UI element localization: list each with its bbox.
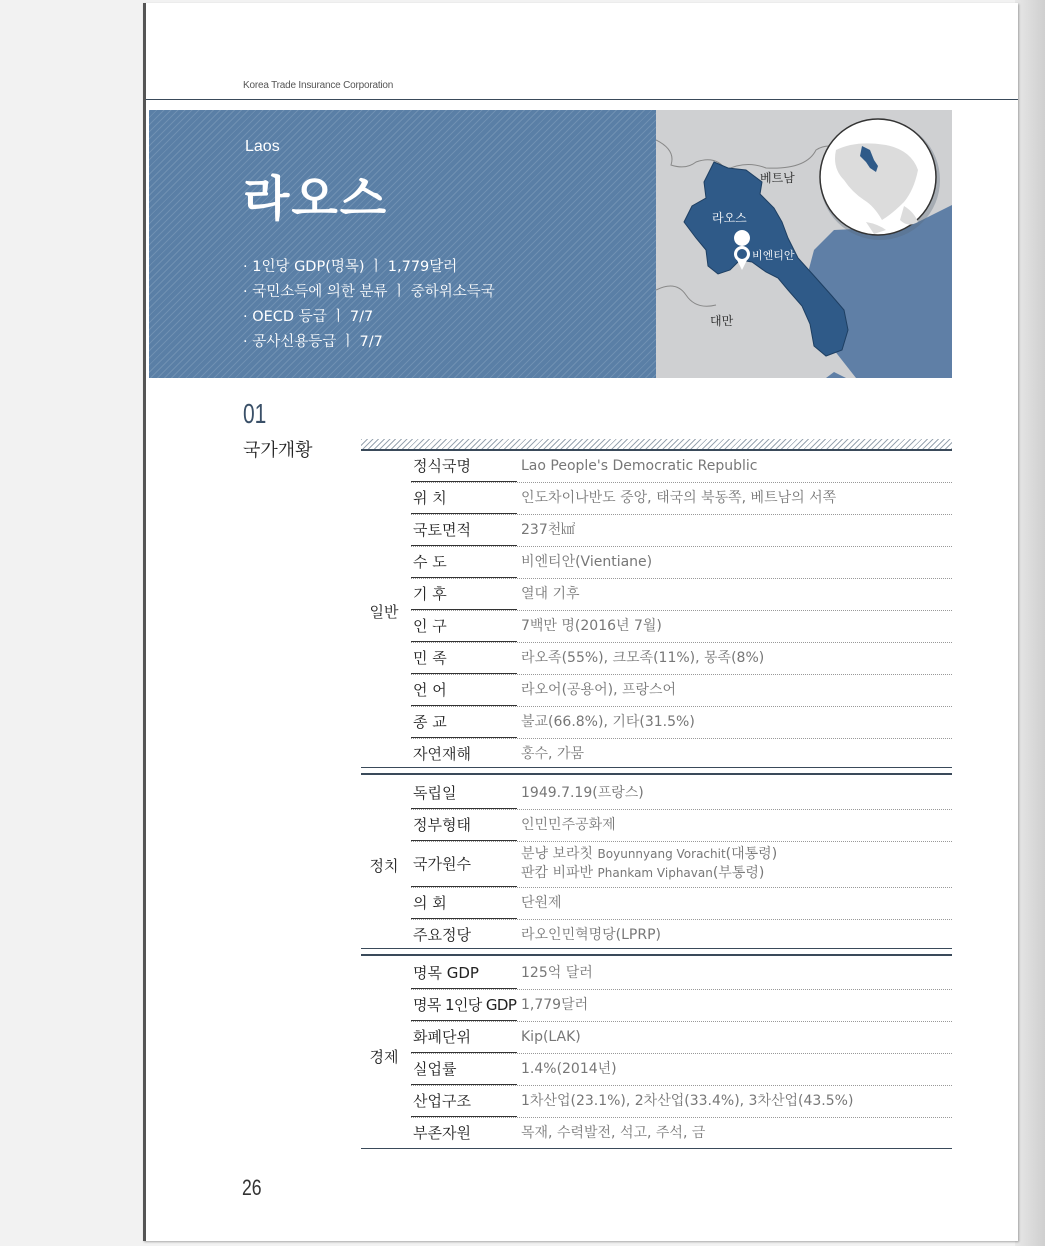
group-politics (361, 778, 952, 948)
country-name-ko: 라오스 (243, 171, 389, 227)
row-value: 1차산업(23.1%), 2차산업(33.4%), 3차산업(43.5%) (521, 1093, 854, 1109)
map-label-capital: 비엔티안 (752, 249, 795, 262)
page-number: 26 (242, 1175, 262, 1200)
table-row (411, 1118, 952, 1149)
fact-credit-grade: · 공사신용등급 ㅣ 7/7 (243, 334, 383, 350)
row-value: 인도차이나반도 중앙, 태국의 북동쪽, 베트남의 서쪽 (521, 490, 837, 506)
fact-gdp-per-capita: · 1인당 GDP(명목) ㅣ 1,779달러 (243, 259, 458, 275)
row-value: 라오인민혁명당(LPRP) (521, 927, 662, 943)
key-facts-list (243, 255, 495, 355)
row-value: 125억 달러 (521, 965, 593, 981)
head-of-state-line (521, 845, 777, 864)
table-row (411, 643, 952, 675)
section-title: 국가개황 (243, 440, 313, 461)
country-name-en: Laos (245, 138, 280, 155)
group-divider (361, 773, 952, 775)
group-divider (361, 954, 952, 956)
name-en: Phankam Viphavan (597, 866, 713, 880)
row-value: 1949.7.19(프랑스) (521, 785, 644, 801)
table-row (411, 810, 952, 842)
table-row (411, 707, 952, 739)
row-value: 인민민주공화제 (521, 817, 616, 833)
table-row (411, 778, 952, 810)
role: (대통령) (725, 846, 778, 862)
row-key: 정식국명 (411, 451, 517, 482)
row-key: 민 족 (411, 643, 517, 674)
row-key: 화폐단위 (411, 1022, 517, 1053)
name-en: Boyunnyang Vorachit (597, 847, 726, 861)
row-value: 불교(66.8%), 기타(31.5%) (521, 714, 695, 730)
country-banner (149, 110, 656, 378)
row-key: 종 교 (411, 707, 517, 738)
map-label-vietnam: 베트남 (760, 171, 795, 185)
table-row (411, 739, 952, 770)
section-number: 01 (243, 398, 267, 429)
row-key: 언 어 (411, 675, 517, 706)
group-label-general: 일반 (369, 603, 399, 621)
row-value: 7백만 명(2016년 7월) (521, 618, 662, 634)
group-divider (361, 948, 952, 949)
row-key: 기 후 (411, 579, 517, 610)
location-map (656, 110, 952, 378)
table-row (411, 547, 952, 579)
row-key: 인 구 (411, 611, 517, 642)
table-row (411, 451, 952, 483)
group-label-politics: 정치 (369, 857, 399, 875)
row-value: 비엔티안(Vientiane) (521, 554, 653, 570)
map-label-laos: 라오스 (712, 211, 747, 225)
row-value: 단원제 (521, 895, 562, 911)
row-value: 홍수, 가뭄 (521, 746, 584, 762)
row-key: 명목 GDP (411, 958, 517, 989)
table-row (411, 675, 952, 707)
section-hatch-rule (361, 439, 952, 451)
row-key: 수 도 (411, 547, 517, 578)
row-key: 자연재해 (413, 745, 471, 763)
row-key: 국토면적 (411, 515, 517, 546)
table-row (411, 1086, 952, 1118)
row-key: 정부형태 (411, 810, 517, 841)
group-economy (361, 958, 952, 1150)
row-key: 산업구조 (411, 1086, 517, 1117)
row-value: 목재, 수력발전, 석고, 주석, 금 (521, 1125, 706, 1141)
table-row (411, 579, 952, 611)
table-bottom-rule (361, 1148, 952, 1149)
name-ko: 분냥 보라칫 (521, 846, 594, 862)
row-value: 라오족(55%), 크모족(11%), 몽족(8%) (521, 650, 765, 666)
group-general (361, 451, 952, 769)
table-row (411, 611, 952, 643)
row-key: 명목 1인당 GDP (411, 990, 517, 1021)
row-key: 의 회 (411, 888, 517, 919)
running-head: Korea Trade Insurance Corporation (243, 80, 394, 91)
table-row (411, 920, 952, 951)
row-value: 1,779달러 (521, 997, 589, 1013)
fact-income-class: · 국민소득에 의한 분류 ㅣ 중하위소득국 (243, 284, 495, 300)
row-key: 독립일 (411, 778, 517, 809)
vice-head-line (521, 864, 777, 883)
row-key: 부존자원 (413, 1124, 471, 1142)
row-key: 위 치 (411, 483, 517, 514)
name-ko: 판캄 비파반 (521, 865, 594, 881)
table-row (411, 888, 952, 920)
table-row (411, 483, 952, 515)
table-row (411, 1022, 952, 1054)
map-svg (656, 110, 952, 378)
row-key: 실업률 (411, 1054, 517, 1085)
row-value: 1.4%(2014년) (521, 1061, 617, 1077)
table-row (411, 842, 952, 888)
table-row (411, 1054, 952, 1086)
row-value (521, 845, 777, 883)
table-row (411, 958, 952, 990)
group-divider (361, 767, 952, 768)
page-edge (1015, 0, 1045, 1246)
row-value: 237천㎢ (521, 522, 576, 538)
row-value: 열대 기후 (521, 586, 580, 602)
table-row (411, 990, 952, 1022)
role: (부통령) (712, 865, 765, 881)
header-rule (146, 99, 1018, 100)
row-value: Kip(LAK) (521, 1029, 581, 1045)
row-value: Lao People's Democratic Republic (521, 458, 758, 474)
document-page (143, 3, 1018, 1241)
table-row (411, 515, 952, 547)
fact-oecd-grade: · OECD 등급 ㅣ 7/7 (243, 309, 374, 325)
group-label-economy: 경제 (369, 1048, 399, 1066)
map-label-thailand: 대만 (710, 314, 734, 328)
row-key: 국가원수 (411, 842, 517, 887)
row-key: 주요정당 (413, 926, 471, 944)
row-value: 라오어(공용어), 프랑스어 (521, 682, 677, 698)
